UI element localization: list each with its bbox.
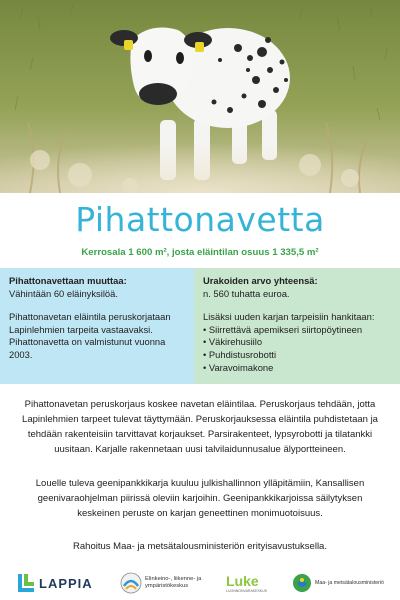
ely-logo: [120, 570, 207, 596]
logo-strip: [0, 566, 400, 600]
mmm-logo: [292, 570, 384, 596]
ely-mark-icon: [120, 572, 142, 594]
page-title: Pihattonavetta: [75, 200, 325, 239]
info-box-costs: [194, 268, 400, 384]
luke-logo-subtext: LUONNONVARAKESKUS: [226, 589, 267, 593]
lappia-logo: [18, 570, 93, 596]
lappia-logo-text: LAPPIA: [39, 575, 93, 591]
info-box-residents: [0, 268, 194, 384]
mmm-logo-text: Maa- ja metsätalousministeriö: [315, 580, 384, 586]
equipment-list: [203, 324, 391, 374]
lappia-mark-icon: [18, 572, 36, 594]
list-item: • Puhdistusrobotti: [203, 349, 391, 362]
body-paragraph-genebank: Louelle tuleva geenipankkikarja kuuluu julkishallinnon ylläpitämiin, Kansallisen geenivaraohjelman piirissä oleviin karjoihin. Geenipankkikarjoissa säilytyksen keskeinen peruste on karjan geneettinen monimuotoisuus.: [35, 478, 365, 519]
mmm-mark-icon: [292, 573, 312, 593]
info-box-text: Vähintään 60 eläinyksilöä.: [9, 287, 118, 299]
luke-logo: [226, 570, 267, 596]
list-item: • Varavoimakone: [203, 362, 391, 375]
body-paragraph-renovation: Pihattonavetan peruskorjaus koskee navetan eläintilaa. Peruskorjaus tehdään, jotta Lapinlehmien tarpeet tulevat täyttymään. Peruskorjauksessa eläintila puhdistetaan ja tehdään rakenteisiin tarvittavat korjaukset. Parsirakenteet, lypsyrobotti ja tilatankki uusitaan. Karjalle rakennetaan uusi talvilaidunnusalue älyportteineen.: [22, 399, 378, 455]
info-box-paragraph: Pihattonavetan eläintila peruskorjataan Lapinlehmien tarpeita vastaavaksi. Pihattonavetta on valmistunut vuonna 2003.: [9, 311, 171, 360]
info-box-text: n. 560 tuhatta euroa.: [203, 287, 290, 299]
list-item: • Väkirehusiilo: [203, 336, 391, 349]
hero-photo: [0, 0, 400, 193]
info-box-heading: Pihattonavettaan muuttaa:: [9, 275, 127, 286]
info-box-intro: Lisäksi uuden karjan tarpeisiin hankitaan:: [203, 311, 375, 323]
ely-logo-text: Elinkeino-, liikenne- ja ympäristökeskus: [145, 576, 202, 589]
page-subtitle: Kerrosala 1 600 m², josta eläintilan osuus 1 335,5 m²: [81, 247, 319, 258]
luke-logo-text: Luke: [226, 573, 259, 589]
info-box-heading: Urakoiden arvo yhteensä:: [203, 275, 318, 286]
list-item: • Siirrettävä apemikseri siirtopöytineen: [203, 324, 391, 337]
body-paragraph-funding: Rahoitus Maa- ja metsätalousministeriön erityisavustuksella.: [73, 541, 327, 552]
cow-photo-icon: [0, 0, 400, 193]
